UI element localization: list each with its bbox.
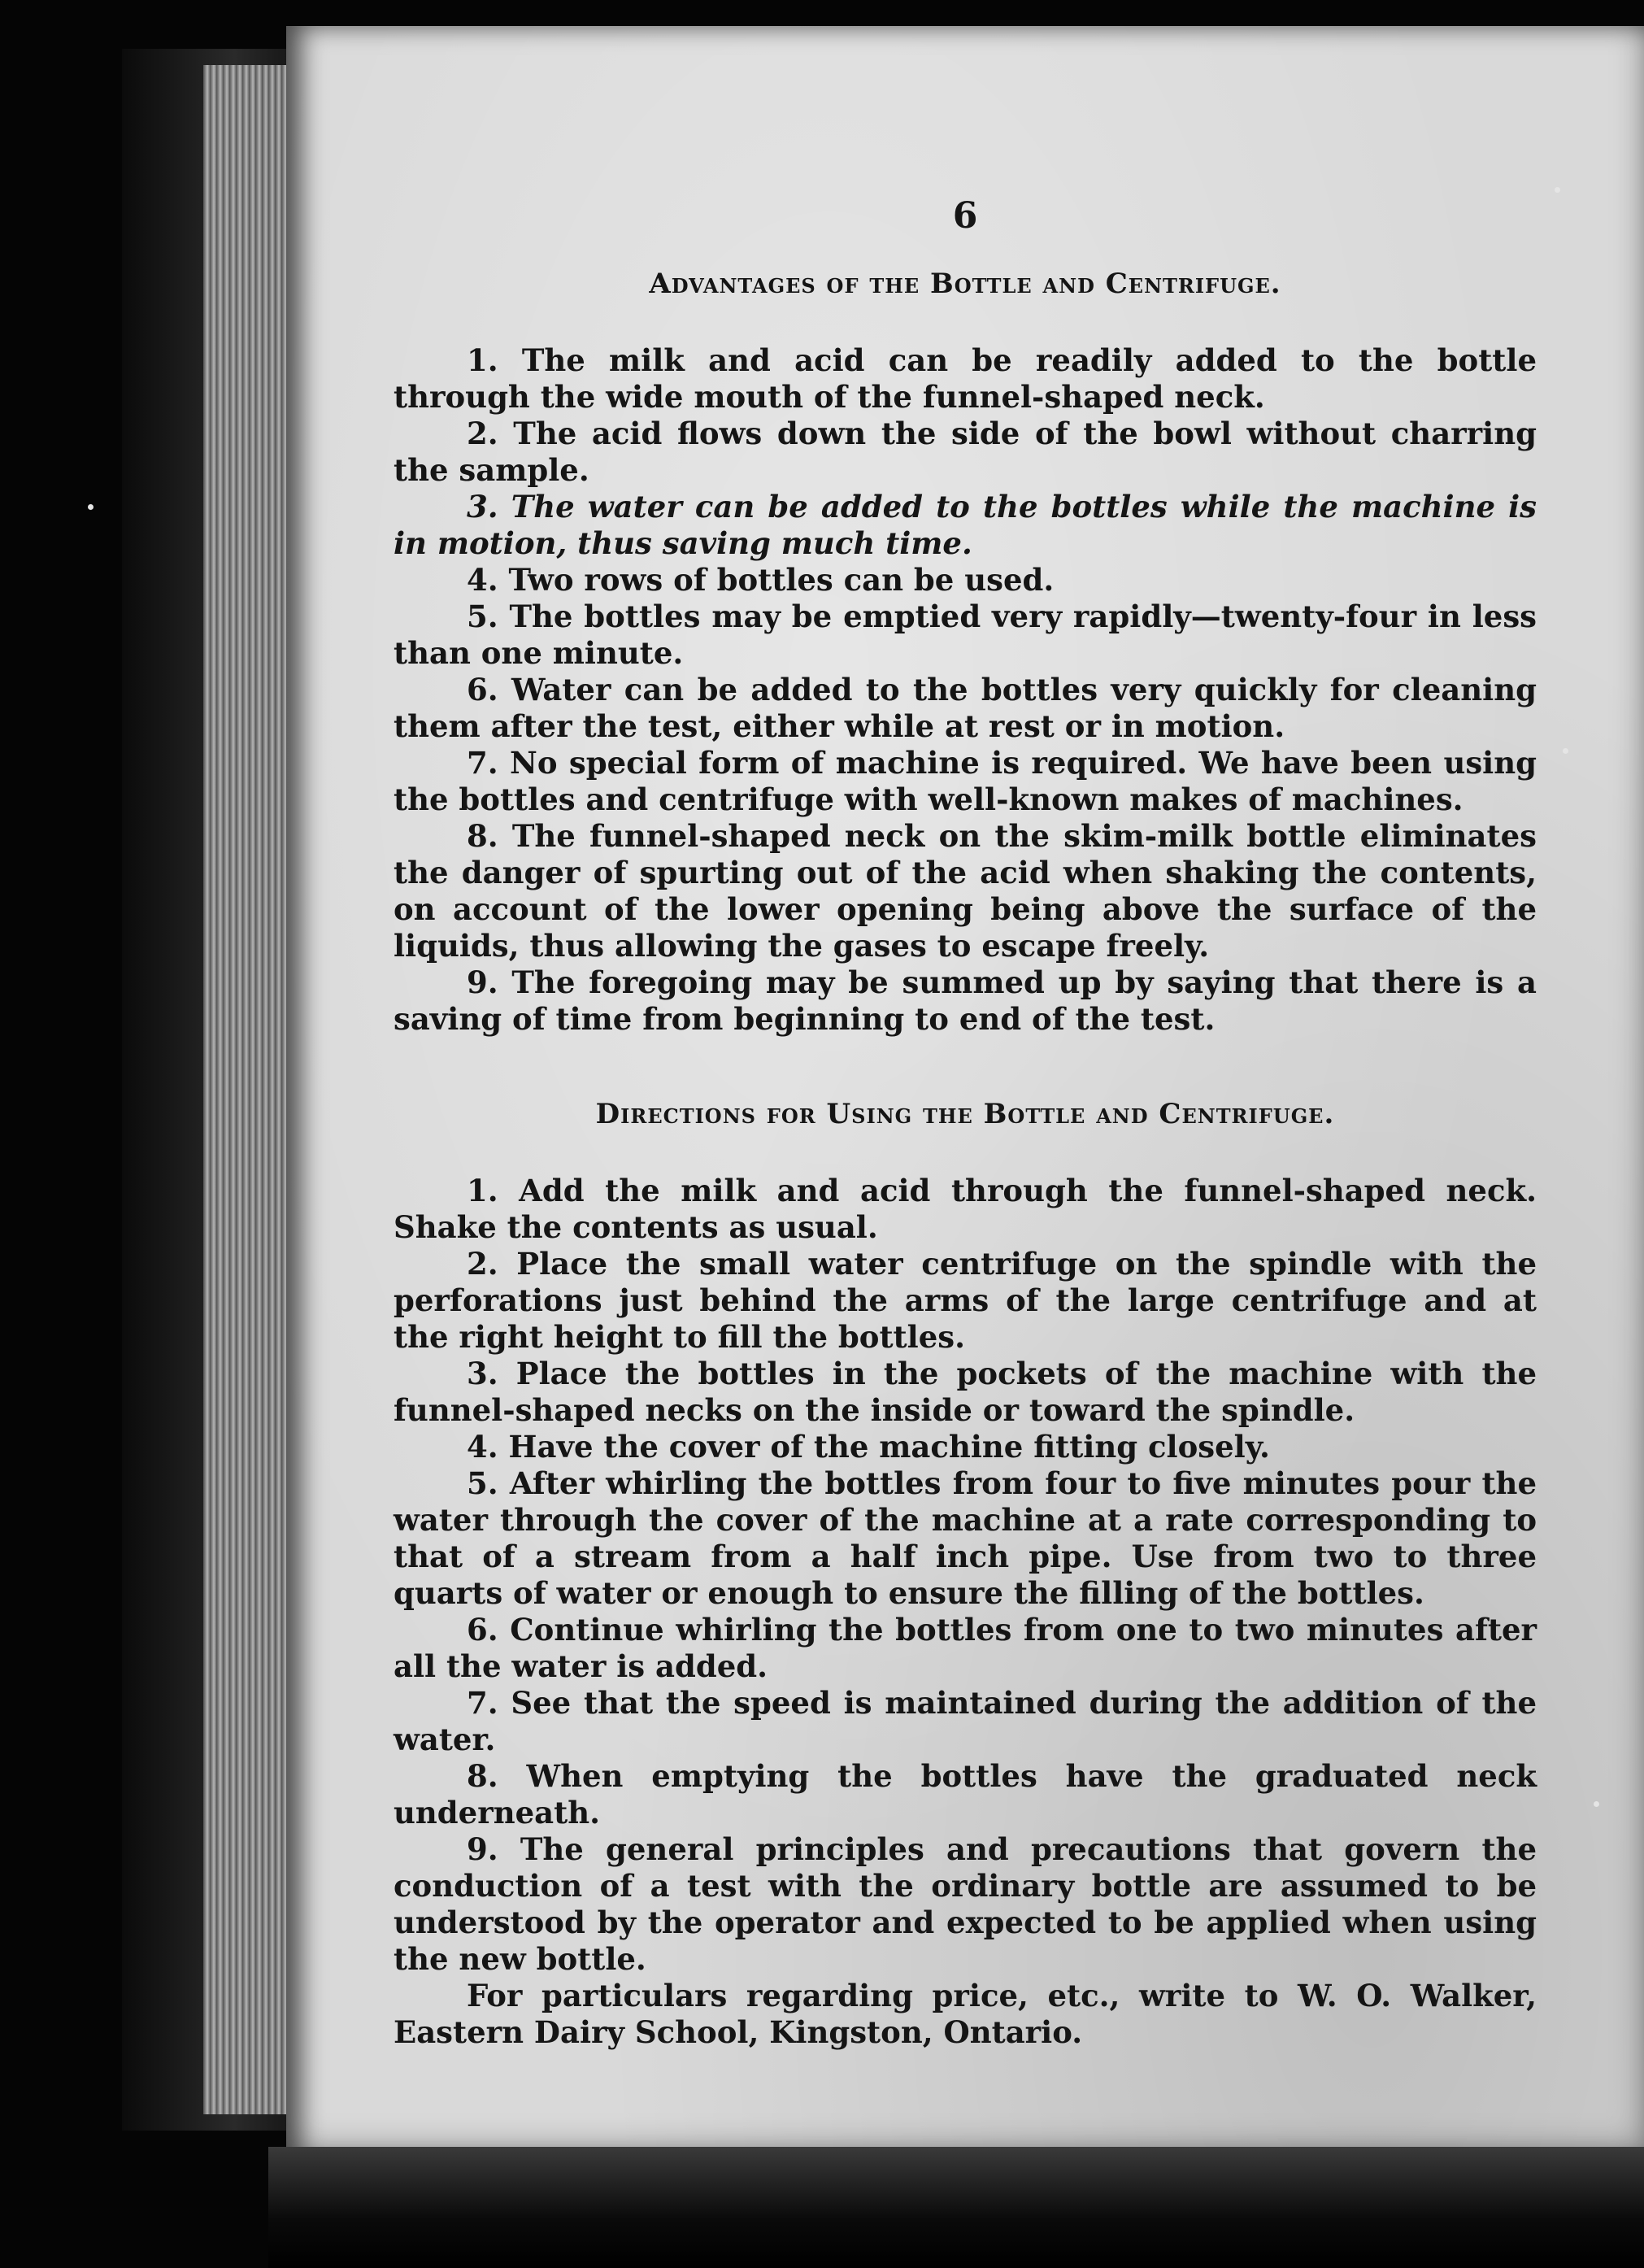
list-item: 4. Have the cover of the machine fitting closely. — [467, 1429, 1270, 1465]
list-item: 5. The bottles may be emptied very rapidly—twenty-four in less than one minute. — [394, 599, 1537, 671]
dust-speck — [88, 504, 94, 510]
dust-speck — [1555, 187, 1560, 193]
page-number: 6 — [952, 195, 978, 237]
section-heading-advantages: Advantages of the Bottle and Centrifuge. — [649, 268, 1281, 300]
bottom-shadow — [268, 2147, 1644, 2268]
list-item: 2. The acid flows down the side of the bowl without charring the sample. — [394, 416, 1537, 488]
list-item: 4. Two rows of bottles can be used. — [467, 562, 1055, 598]
list-item: 1. Add the milk and acid through the funnel-shaped neck. Shake the contents as usual. — [394, 1173, 1537, 1245]
dust-speck — [1563, 748, 1568, 754]
dust-speck — [1594, 1801, 1599, 1807]
list-item: 9. The general principles and precautions that govern the conduction of a test with the ordinary bottle are assumed to be understood by the operator and expected to be applied when using the new bottle. — [394, 1831, 1537, 1977]
page-text — [394, 195, 1537, 2051]
list-item: 6. Water can be added to the bottles very quickly for cleaning them after the test, either while at rest or in motion. — [394, 672, 1537, 744]
section-heading-directions: Directions for Using the Bottle and Centrifuge. — [595, 1098, 1335, 1130]
list-item: 8. When emptying the bottles have the graduated neck underneath. — [394, 1758, 1537, 1831]
list-item: 2. Place the small water centrifuge on the spindle with the perforations just behind the arms of the large centrifuge and at the right height to fill the bottles. — [394, 1246, 1537, 1355]
closing-note: For particulars regarding price, etc., write to W. O. Walker, Eastern Dairy School, Kingston, Ontario. — [394, 1978, 1537, 2050]
list-item: 7. See that the speed is maintained during the addition of the water. — [394, 1685, 1537, 1757]
list-item: 1. The milk and acid can be readily added to the bottle through the wide mouth of the funnel-shaped neck. — [394, 342, 1537, 415]
list-item: 8. The funnel-shaped neck on the skim-milk bottle eliminates the danger of spurting out of the acid when shaking the contents, on account of the lower opening being above the surface of the liquids, thus allowing the gases to escape freely. — [394, 818, 1537, 964]
list-item: 7. No special form of machine is required. We have been using the bottles and centrifuge with well-known makes of machines. — [394, 745, 1537, 817]
list-item: 9. The foregoing may be summed up by saying that there is a saving of time from beginning to end of the test. — [394, 964, 1537, 1037]
list-item: 3. The water can be added to the bottles while the machine is in motion, thus saving much time. — [394, 489, 1537, 561]
list-item: 5. After whirling the bottles from four to five minutes pour the water through the cover of the machine at a rate corresponding to that of a stream from a half inch pipe. Use from two to three quarts of water or enough to ensure the filling of the bottles. — [394, 1465, 1537, 1611]
list-item: 6. Continue whirling the bottles from one to two minutes after all the water is added. — [394, 1612, 1537, 1684]
list-item: 3. Place the bottles in the pockets of the machine with the funnel-shaped necks on the inside or toward the spindle. — [394, 1356, 1537, 1428]
